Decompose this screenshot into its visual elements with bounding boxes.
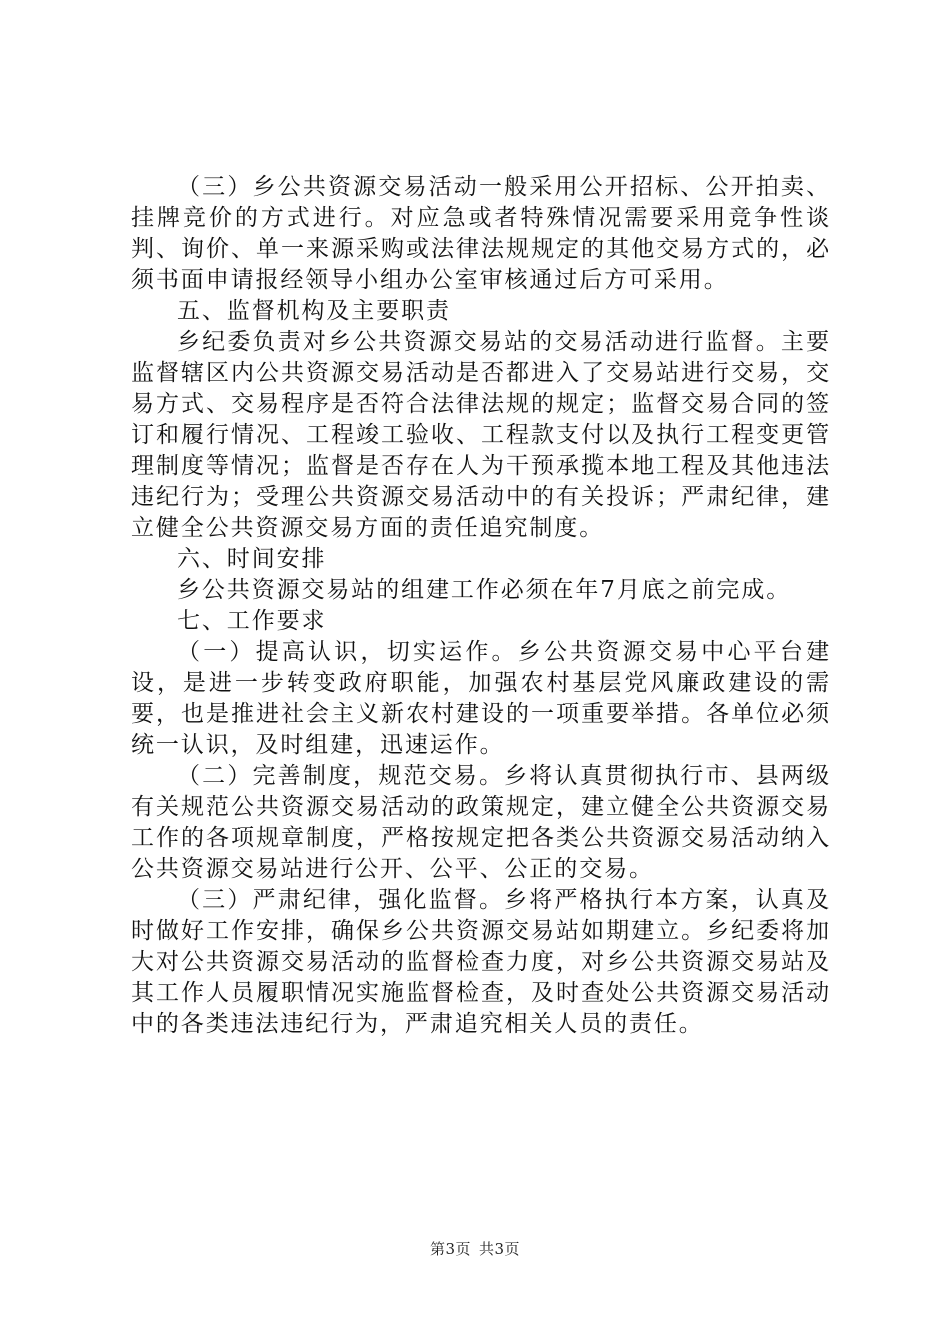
paragraph-requirement-2: （二）完善制度，规范交易。乡将认真贯彻执行市、县两级有关规范公共资源交易活动的政策规定，建立健全公共资源交易工作的各项规章制度，严格按规定把各类公共资源交易活动纳入公共资源交易站进行公开、公平、公正的交易。 bbox=[131, 763, 831, 882]
paragraph-requirement-3: （三）严肃纪律，强化监督。乡将严格执行本方案，认真及时做好工作安排，确保乡公共资源交易站如期建立。乡纪委将加大对公共资源交易活动的监督检查力度，对乡公共资源交易站及其工作人员履职情况实施监督检查，及时查处公共资源交易活动中的各类违法违纪行为，严肃追究相关人员的责任。 bbox=[131, 887, 831, 1037]
paragraph-supervision-duties: 乡纪委负责对乡公共资源交易站的交易活动进行监督。主要监督辖区内公共资源交易活动是否都进入了交易站进行交易，交易方式、交易程序是否符合法律法规的规定；监督交易合同的签订和履行情况、工程竣工验收、工程款支付以及执行工程变更管理制度等情况；监督是否存在人为干预承揽本地工程及其他违法违纪行为；受理公共资源交易活动中的有关投诉；严肃纪律，建立健全公共资源交易方面的责任追究制度。 bbox=[131, 329, 831, 541]
paragraph-schedule: 乡公共资源交易站的组建工作必须在年7月底之前完成。 bbox=[177, 577, 792, 603]
section-heading-supervision: 五、监督机构及主要职责 bbox=[177, 298, 451, 324]
page-footer bbox=[0, 1238, 950, 1259]
section-heading-requirements: 七、工作要求 bbox=[177, 608, 327, 634]
paragraph-bidding-methods: （三）乡公共资源交易活动一般采用公开招标、公开拍卖、挂牌竞价的方式进行。对应急或者特殊情况需要采用竞争性谈判、询价、单一来源采购或法律法规规定的其他交易方式的，必须书面申请报经领导小组办公室审核通过后方可采用。 bbox=[131, 174, 831, 293]
section-heading-schedule: 六、时间安排 bbox=[177, 546, 327, 572]
page-total: 共3页 bbox=[479, 1240, 521, 1258]
document-body bbox=[131, 172, 831, 1040]
paragraph-requirement-1: （一）提高认识，切实运作。乡公共资源交易中心平台建设，是进一步转变政府职能，加强农村基层党风廉政建设的需要，也是推进社会主义新农村建设的一项重要举措。各单位必须统一认识，及时组建，迅速运作。 bbox=[131, 639, 831, 758]
page-number: 第3页 bbox=[429, 1240, 471, 1258]
